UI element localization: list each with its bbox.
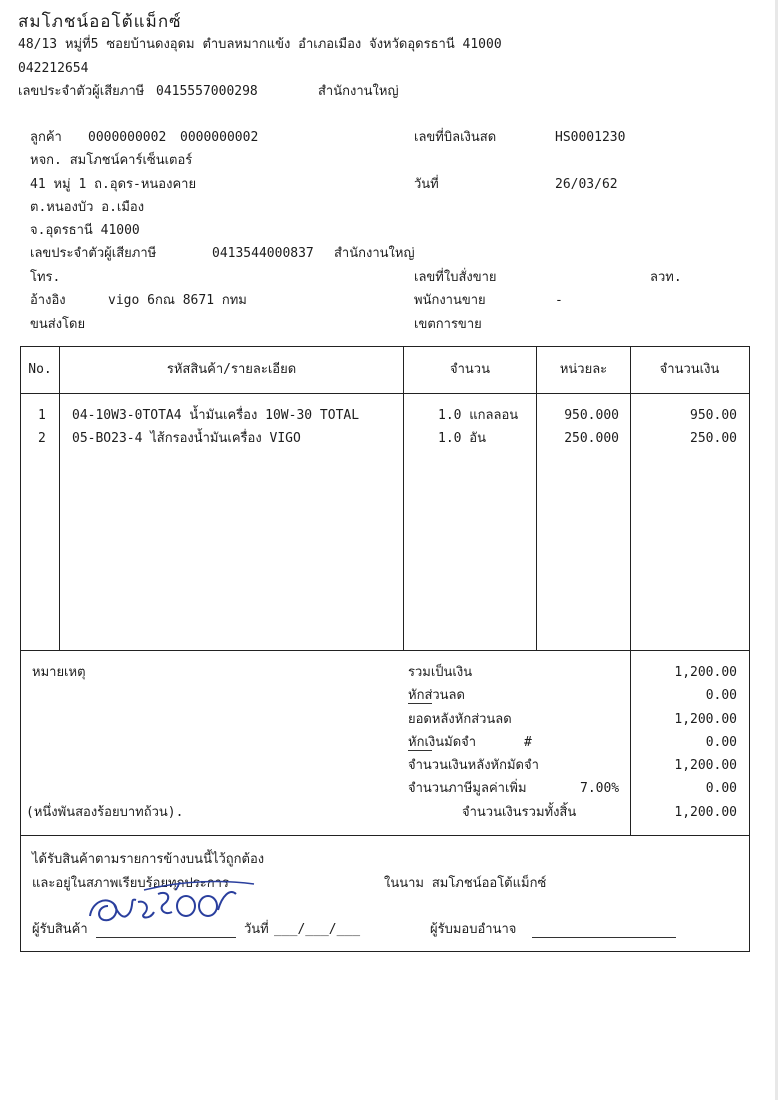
header-qty: จำนวน — [450, 362, 490, 377]
receiver-label: ผู้รับสินค้า — [32, 922, 88, 937]
summary-value-after-deposit: 1,200.00 — [674, 758, 737, 773]
deposit-hash: # — [524, 735, 532, 750]
customer-address-2: ต.หนองบัว อ.เมือง — [30, 200, 145, 215]
summary-value-after-discount: 1,200.00 — [674, 712, 737, 727]
col-divider-code — [403, 346, 404, 650]
summary-value-vat: 0.00 — [705, 781, 737, 796]
row-2-code: 05-BO23-4 ไส้กรองน้ำมันเครื่อง VIGO — [72, 431, 301, 446]
row-1-code: 04-10W3-0TOTA4 น้ำมันเครื่อง 10W-30 TOTAL — [72, 408, 360, 423]
header-amount: จำนวนเงิน — [659, 362, 720, 377]
customer-label: ลูกค้า — [30, 130, 62, 145]
col-divider-no — [59, 346, 60, 650]
summary-label-discount: หักส่วนลด — [408, 688, 465, 703]
reference-label: อ้างอิง — [30, 293, 66, 308]
header-unit-price: หน่วยละ — [559, 362, 608, 377]
receive-date-blank: ___/___/___ — [274, 922, 361, 937]
bill-number-label: เลขที่บิลเงินสด — [414, 130, 497, 145]
row-2-price: 250.000 — [564, 431, 619, 446]
row-2-amount: 250.00 — [690, 431, 737, 446]
salesperson-value: - — [555, 293, 563, 308]
summary-label-subtotal: รวมเป็นเงิน — [408, 665, 473, 680]
summary-value-subtotal: 1,200.00 — [674, 665, 737, 680]
company-address: 48/13 หมู่ที่5 ซอยบ้านดงอุดม ตำบลหมากแข้ง อำเภอเมือง จังหวัดอุดรธานี 41000 — [18, 37, 502, 52]
summary-label-deposit: หักเงินมัดจำ — [408, 735, 477, 750]
items-divider — [20, 650, 749, 651]
company-phone: 042212654 — [18, 61, 89, 76]
vat-rate: 7.00% — [580, 781, 620, 796]
receive-date-label: วันที่ — [244, 922, 269, 937]
remark-label: หมายเหตุ — [32, 665, 86, 680]
reference-value: vigo 6กณ 8671 กทม — [108, 293, 247, 308]
receipt-statement-2: และอยู่ในสภาพเรียบร้อยทุกประการ — [32, 876, 229, 891]
customer-tax-id: 0413544000837 — [212, 246, 314, 261]
header-no: No. — [28, 362, 52, 377]
deposit-underline — [408, 750, 432, 751]
amount-in-words: (หนึ่งพันสองร้อยบาทถ้วน). — [26, 805, 184, 820]
summary-label-after-deposit: จำนวนเงินหลังหักมัดจำ — [408, 758, 539, 773]
bill-date: 26/03/62 — [555, 177, 618, 192]
company-tax-id: 0415557000298 — [156, 84, 258, 99]
row-2-no: 2 — [38, 431, 46, 446]
customer-branch: สำนักงานใหญ่ — [334, 246, 415, 261]
company-tax-label: เลขประจำตัวผู้เสียภาษี — [18, 84, 145, 99]
salesperson-label: พนักงานขาย — [414, 293, 486, 308]
row-1-qty: 1.0 แกลลอน — [438, 408, 519, 423]
sales-area-label: เขตการขาย — [414, 317, 482, 332]
header-divider — [20, 393, 749, 394]
authorized-label: ผู้รับมอบอำนาจ — [430, 922, 517, 937]
summary-label-grand-total: จำนวนเงินรวมทั้งสิ้น — [462, 805, 577, 820]
bill-date-label: วันที่ — [414, 177, 439, 192]
summary-divider — [20, 835, 749, 836]
receiver-signature-line — [96, 937, 236, 938]
discount-underline — [408, 703, 432, 704]
summary-value-grand-total: 1,200.00 — [674, 805, 737, 820]
on-behalf-of: ในนาม สมโภชน์ออโต้แม็กซ์ — [384, 876, 547, 891]
sales-order-label: เลขที่ใบสั่งขาย — [414, 270, 497, 285]
sales-order-value: ลวท. — [650, 270, 682, 285]
summary-value-deposit: 0.00 — [705, 735, 737, 750]
row-2-qty: 1.0 อัน — [438, 431, 487, 446]
col-divider-qty — [536, 346, 537, 650]
customer-code-1: 0000000002 — [88, 130, 167, 145]
company-branch: สำนักงานใหญ่ — [318, 84, 399, 99]
customer-address-1: 41 หมู่ 1 ถ.อุดร-หนองคาย — [30, 177, 197, 192]
row-1-no: 1 — [38, 408, 46, 423]
shipping-label: ขนส่งโดย — [30, 317, 86, 332]
summary-label-after-discount: ยอดหลังหักส่วนลด — [408, 712, 512, 727]
summary-label-vat: จำนวนภาษีมูลค่าเพิ่ม — [408, 781, 527, 796]
row-1-amount: 950.00 — [690, 408, 737, 423]
customer-phone-label: โทร. — [30, 270, 61, 285]
handwritten-signature — [84, 876, 260, 934]
bill-number: HS0001230 — [555, 130, 626, 145]
customer-address-3: จ.อุดรธานี 41000 — [30, 223, 140, 238]
customer-tax-label: เลขประจำตัวผู้เสียภาษี — [30, 246, 157, 261]
row-1-price: 950.000 — [564, 408, 619, 423]
header-code: รหัสสินค้า/รายละเอียด — [166, 362, 297, 377]
customer-code-2: 0000000002 — [180, 130, 259, 145]
company-name: สมโภชน์ออโต้แม็กซ์ — [18, 12, 182, 32]
authorized-signature-line — [532, 937, 676, 938]
receipt-statement-1: ได้รับสินค้าตามรายการข้างบนนี้ไว้ถูกต้อง — [32, 852, 265, 867]
customer-name: หจก. สมโภชน์คาร์เซ็นเตอร์ — [30, 153, 193, 168]
summary-value-discount: 0.00 — [705, 688, 737, 703]
